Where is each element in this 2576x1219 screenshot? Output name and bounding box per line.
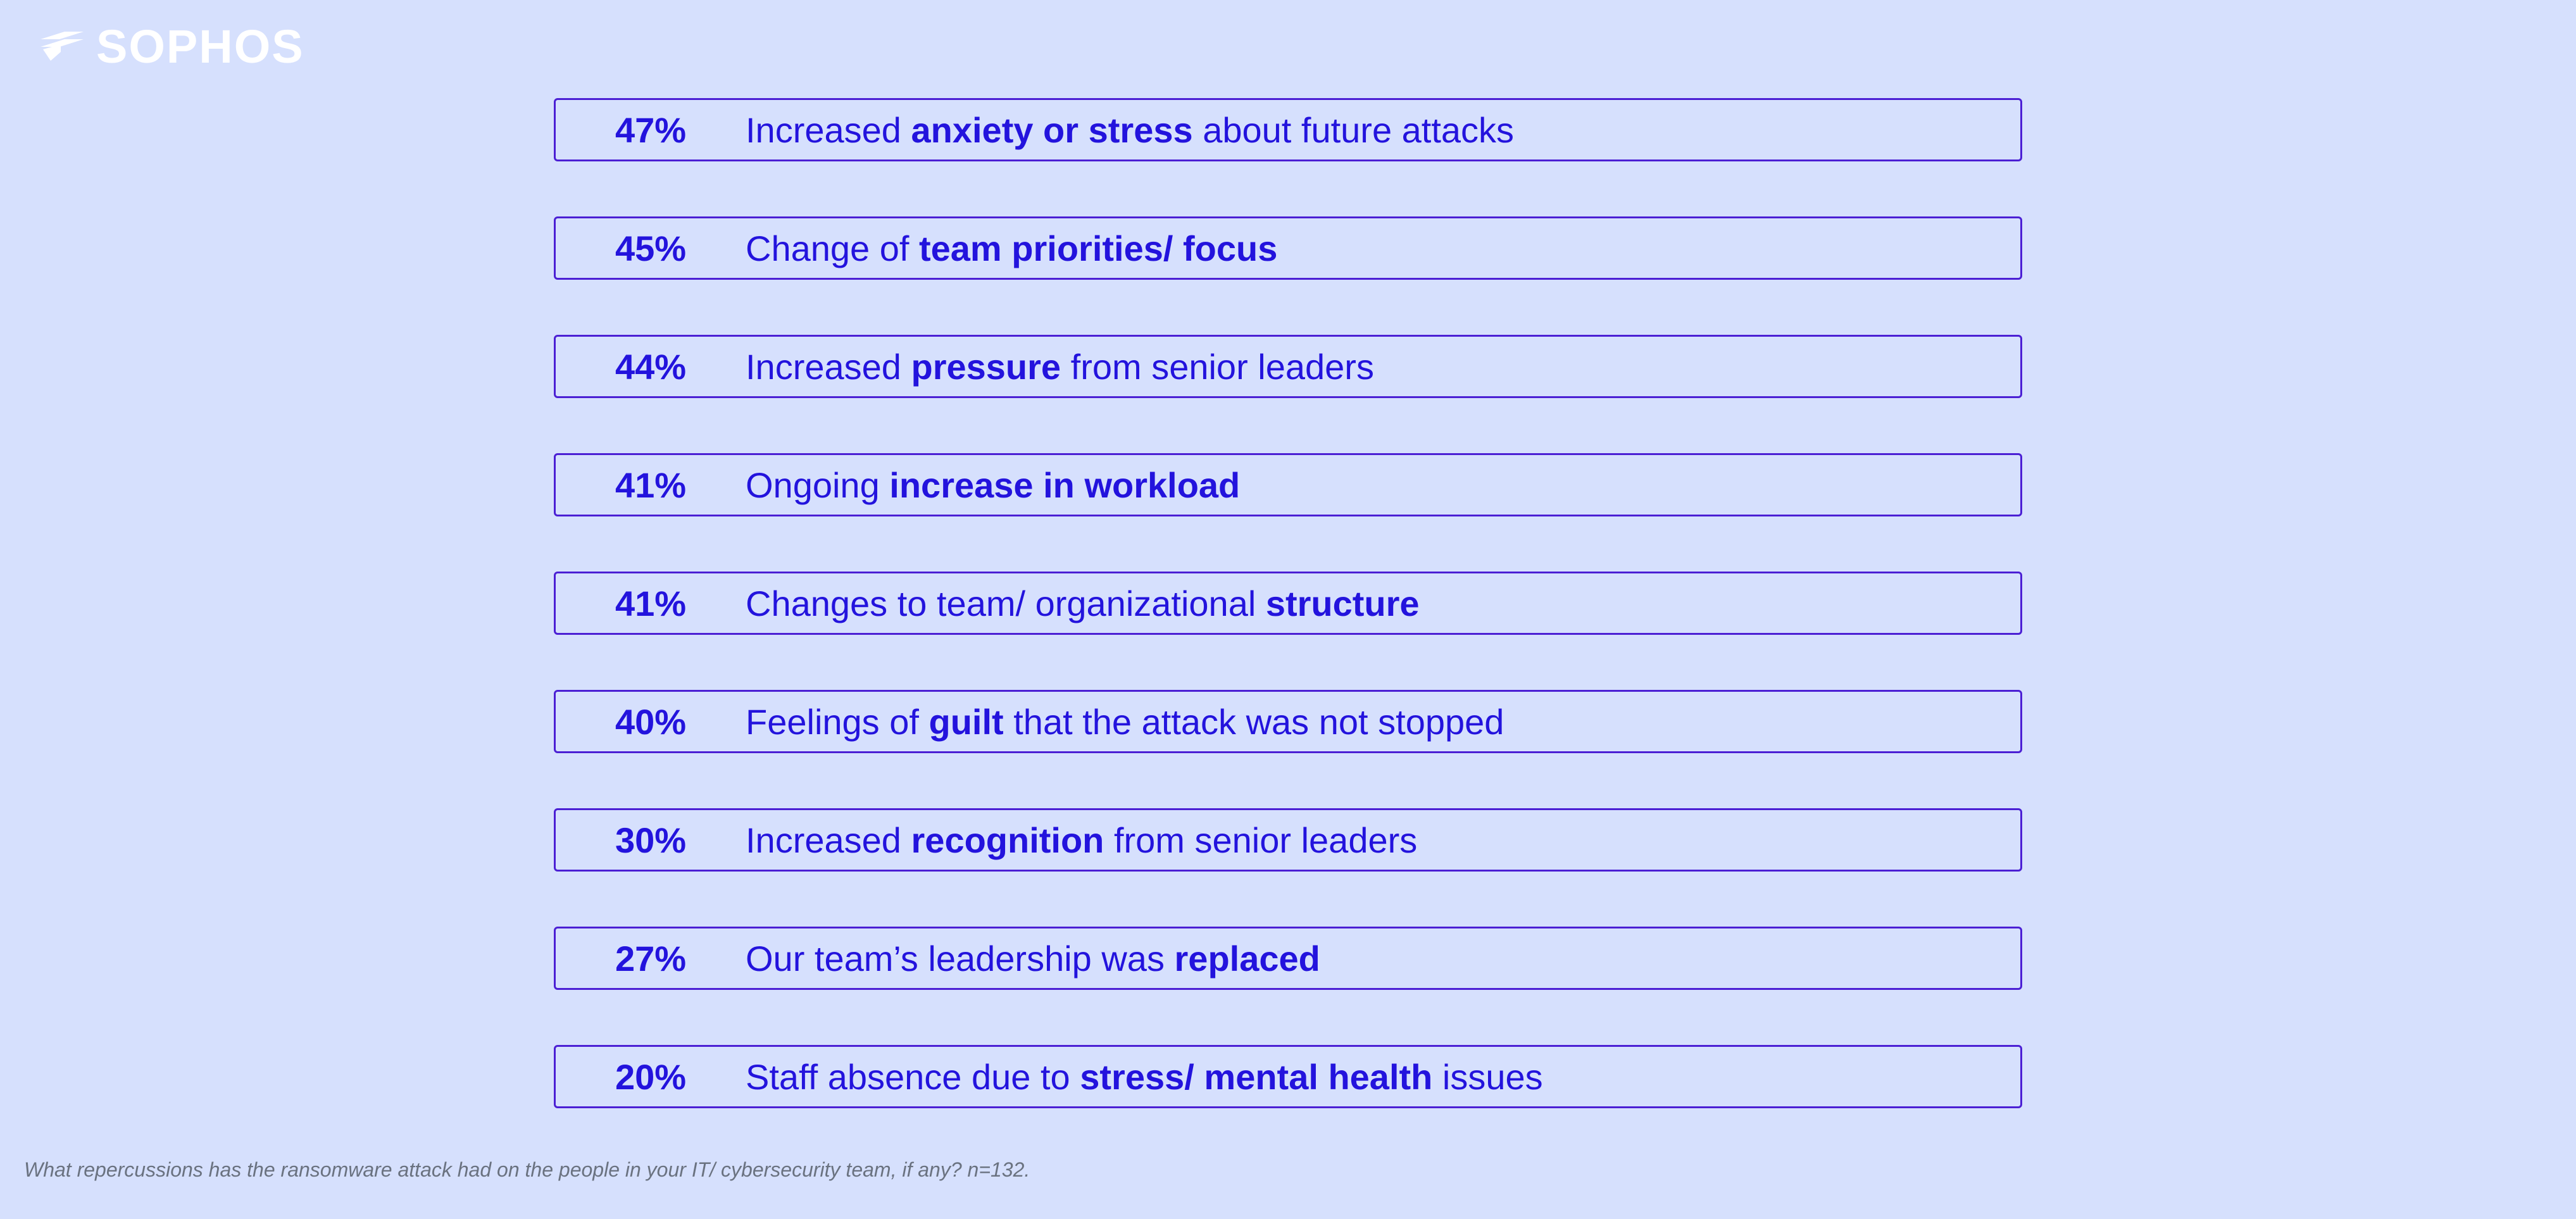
row-label-part: Ongoing <box>746 465 890 505</box>
row-label-part-emphasis: increase in workload <box>889 465 1241 505</box>
row-value: 30% <box>615 820 687 860</box>
chart-footnote: What repercussions has the ransomware attack had on the people in your IT/ cybersecurity team, if any? n=132. <box>24 1158 1030 1181</box>
row-label <box>746 938 2020 979</box>
row-label-part: Changes to team/ organizational <box>746 583 1266 623</box>
row-value: 45% <box>615 228 687 268</box>
row-label <box>746 109 2020 151</box>
row-label-part-emphasis: structure <box>1265 583 1420 623</box>
row-label <box>746 346 2020 387</box>
row-label-part-emphasis: pressure <box>911 346 1061 387</box>
row-label-part: issues <box>1432 1056 1543 1097</box>
row-label-part: about future attacks <box>1192 109 1515 150</box>
row-label-part-emphasis: recognition <box>911 820 1104 860</box>
row-label-part: Increased <box>746 109 911 150</box>
repercussions-bar-list <box>554 98 2022 1108</box>
row-value: 20% <box>615 1056 687 1097</box>
sophos-logo <box>39 22 304 72</box>
row-label-part-emphasis: stress/ mental health <box>1080 1056 1433 1097</box>
table-row <box>554 335 2022 398</box>
sophos-shield-icon <box>39 30 85 63</box>
row-value: 41% <box>615 465 687 505</box>
row-label <box>746 820 2020 861</box>
row-value: 44% <box>615 346 687 387</box>
row-value: 47% <box>615 109 687 150</box>
table-row <box>554 216 2022 280</box>
row-label-part: Our team’s leadership was <box>746 938 1175 978</box>
row-label-part: Increased <box>746 820 911 860</box>
row-label-part-emphasis: replaced <box>1174 938 1320 978</box>
row-value: 41% <box>615 583 687 623</box>
table-row <box>554 690 2022 753</box>
row-label-part: from senior leaders <box>1104 820 1418 860</box>
row-label-part-emphasis: team priorities/ focus <box>918 228 1278 268</box>
row-label-part: that the attack was not stopped <box>1003 701 1504 742</box>
table-row <box>554 808 2022 872</box>
row-label-part: Staff absence due to <box>746 1056 1080 1097</box>
table-row <box>554 927 2022 990</box>
row-label <box>746 1056 2020 1097</box>
table-row <box>554 1045 2022 1108</box>
row-value: 40% <box>615 701 687 742</box>
row-label <box>746 228 2020 269</box>
row-value: 27% <box>615 938 687 978</box>
row-label <box>746 465 2020 506</box>
sophos-wordmark: SOPHOS <box>96 20 304 73</box>
row-label-part: Feelings of <box>746 701 929 742</box>
row-label-part: from senior leaders <box>1061 346 1374 387</box>
row-label-part: Increased <box>746 346 911 387</box>
row-label-part-emphasis: anxiety or stress <box>911 109 1193 150</box>
row-label <box>746 701 2020 742</box>
row-label <box>746 583 2020 624</box>
row-label-part-emphasis: guilt <box>928 701 1004 742</box>
table-row <box>554 572 2022 635</box>
row-label-part: Change of <box>746 228 919 268</box>
table-row <box>554 98 2022 161</box>
table-row <box>554 453 2022 516</box>
